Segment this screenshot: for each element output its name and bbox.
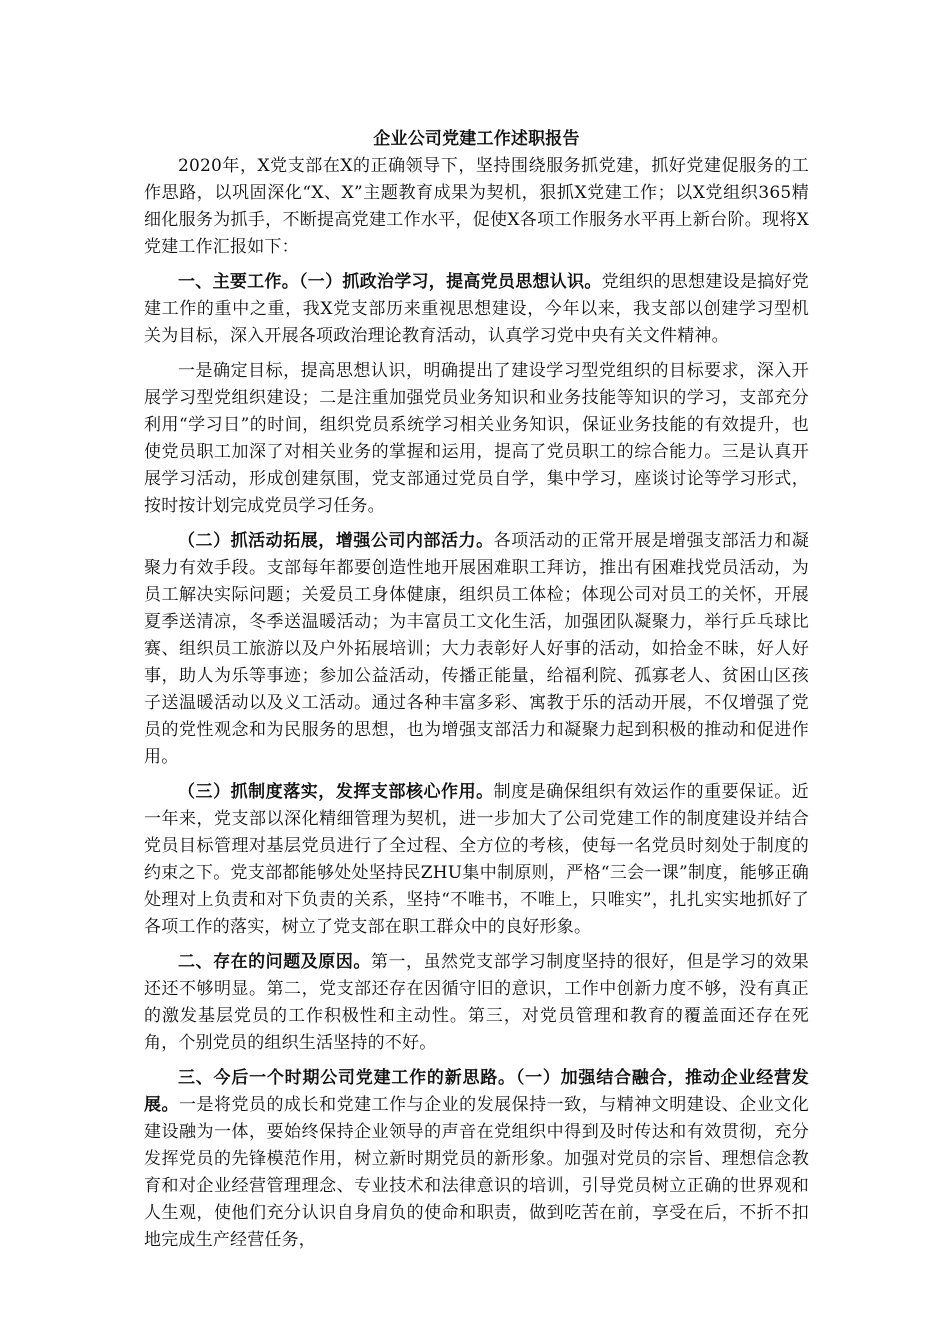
section-3-text: 一是将党员的成长和党建工作与企业的发展保持一致，与精神文明建设、企业文化建设融为一体，要始终保持企业领导的声音在党组织中得到及时传达和有效贯彻，充分发挥党员的先锋模范作用，树立新时期党员的新形象。加强对党员的宗旨、理想信念教育和对企业经营管理理念、专业技术和法律意识的培训，引导党员树立正确的世界观和人生观，使他们充分认识自身肩负的使命和职责，做到吃苦在前，享受在后，不折不扣地完成生产经营任务， xyxy=(144,1095,809,1250)
section-3-heading: 三、今后一个时期公司党建工作的新思路。（一）加强结合融合，推动企业经营发展。 xyxy=(144,1068,809,1115)
document-body xyxy=(144,126,809,1254)
section-1c-text: 制度是确保组织有效运作的重要保证。近一年来，党支部以深化精细管理为契机，进一步加大了公司党建工作的制度建设并结合党员目标管理对基层党员进行了全过程、全方位的考核，使每一名党员时刻处于制度的约束之下。党支部都能够处处坚持民ZHU集中制原则，严格“三会一课”制度，能够正确处理对上负责和对下负责的关系，坚持“不唯书，不唯上，只唯实”，扎扎实实地抓好了各项工作的落实，树立了党支部在职工群众中的良好形象。 xyxy=(144,782,809,937)
section-1-text: 党组织的思想建设是搞好党建工作的重中之重，我X党支部历来重视思想建设，今年以来，我支部以创建学习型机关为目标，深入开展各项政治理论教育活动，认真学习党中央有关文件精神。 xyxy=(144,272,810,346)
section-1b-heading: （二）抓活动拓展，增强公司内部活力。 xyxy=(178,531,494,551)
intro-paragraph: 2020年，X党支部在X的正确领导下，坚持围绕服务抓党建，抓好党建促服务的工作思路，以巩固深化“X、X”主题教育成果为契机，狠抓X党建工作；以X党组织365精细化服务为抓手，不断提高党建工作水平，促使X各项工作服务水平再上新台阶。现将X党建工作汇报如下： xyxy=(144,156,809,257)
section-1c-heading: （三）抓制度落实，发挥支部核心作用。 xyxy=(178,782,494,802)
section-1-paragraph xyxy=(144,269,809,350)
section-2-heading: 二、存在的问题及原因。 xyxy=(178,952,371,972)
section-1c-paragraph xyxy=(144,779,809,941)
section-2-text: 第一，虽然党支部学习制度坚持的很好，但是学习的效果还还不够明显。第二，党支部还存在因循守旧的意识，工作中创新力度不够，没有真正的激发基层党员的工作积极性和主动性。第三，对党员管理和教育的覆盖面还存在死角，个别党员的组织生活坚持的不好。 xyxy=(144,952,810,1053)
section-1-detail-paragraph: 一是确定目标，提高思想认识，明确提出了建设学习型党组织的目标要求，深入开展学习型党组织建设；二是注重加强党员业务知识和业务技能等知识的学习，支部充分利用“学习日”的时间，组织党员系统学习相关业务知识，保证业务技能的有效提升，也使党员职工加深了对相关业务的掌握和运用，提高了党员职工的综合能力。三是认真开展学习活动，形成创建氛围，党支部通过党员自学，集中学习，座谈讨论等学习形式，按时按计划完成党员学习任务。 xyxy=(144,361,809,516)
section-1b-text: 各项活动的正常开展是增强支部活力和凝聚力有效手段。支部每年都要创造性地开展困难职工拜访，推出有困难找党员活动，为员工解决实际问题；关爱员工身体健康，组织员工体检；体现公司对员工的关怀，开展夏季送清凉，冬季送温暖活动；为丰富员工文化生活，加强团队凝聚力，举行乒乓球比赛、组织员工旅游以及户外拓展培训；大力表彰好人好事的活动，如拾金不昧，好人好事，助人为乐等事迹；参加公益活动，传播正能量，给福利院、孤寡老人、贫困山区孩子送温暖活动以及义工活动。通过各种丰富多彩、寓教于乐的活动开展，不仅增强了党员的党性观念和为民服务的思想，也为增强支部活力和凝聚力起到积极的推动和促进作用。 xyxy=(144,531,809,767)
section-1b-paragraph xyxy=(144,528,809,771)
section-3-paragraph xyxy=(144,1065,809,1254)
document-title: 企业公司党建工作述职报告 xyxy=(373,129,580,149)
section-1-heading: 一、主要工作。（一）抓政治学习，提高党员思想认识。 xyxy=(178,272,602,292)
section-2-paragraph xyxy=(144,949,809,1057)
